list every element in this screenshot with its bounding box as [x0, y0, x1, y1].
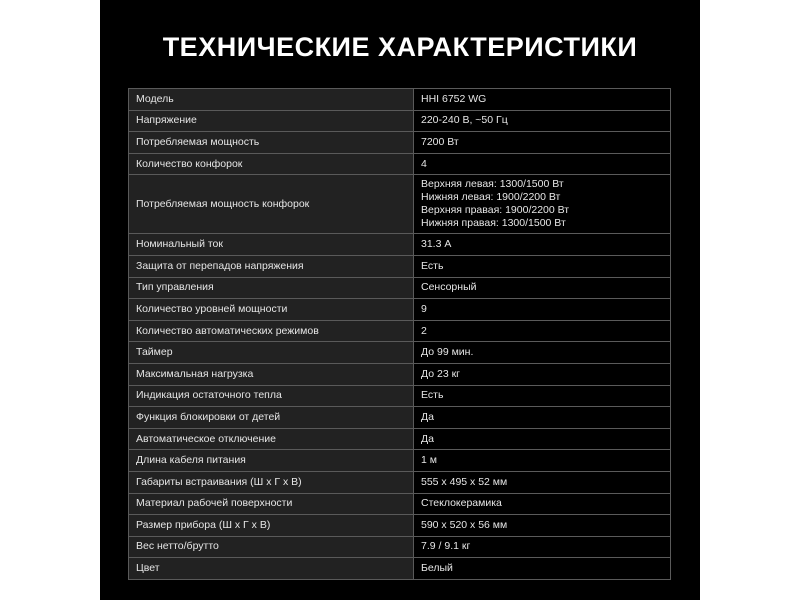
table-row — [129, 110, 671, 132]
spec-name: Длина кабеля питания — [129, 450, 414, 472]
spec-name: Цвет — [129, 558, 414, 580]
table-row — [129, 471, 671, 493]
spec-name: Количество конфорок — [129, 153, 414, 175]
spec-name: Защита от перепадов напряжения — [129, 255, 414, 277]
table-row — [129, 407, 671, 429]
spec-value: 9 — [414, 299, 671, 321]
spec-value: До 99 мин. — [414, 342, 671, 364]
spec-name: Количество уровней мощности — [129, 299, 414, 321]
spec-value-multiline — [414, 175, 671, 234]
spec-name: Максимальная нагрузка — [129, 363, 414, 385]
table-row — [129, 299, 671, 321]
table-row — [129, 320, 671, 342]
spec-value: Белый — [414, 558, 671, 580]
table-row — [129, 385, 671, 407]
table-row — [129, 450, 671, 472]
burner-power-line: Нижняя левая: 1900/2200 Вт — [421, 191, 561, 204]
spec-value: 31.3 А — [414, 234, 671, 256]
spec-value: Да — [414, 428, 671, 450]
spec-value: 220-240 В, ~50 Гц — [414, 110, 671, 132]
spec-value: 2 — [414, 320, 671, 342]
spec-value: Есть — [414, 385, 671, 407]
spec-name: Габариты встраивания (Ш х Г х В) — [129, 471, 414, 493]
page-title: ТЕХНИЧЕСКИЕ ХАРАКТЕРИСТИКИ — [162, 32, 638, 62]
spec-name: Номинальный ток — [129, 234, 414, 256]
spec-name: Индикация остаточного тепла — [129, 385, 414, 407]
spec-value: Да — [414, 407, 671, 429]
table-row — [129, 175, 671, 234]
table-row — [129, 536, 671, 558]
table-row — [129, 277, 671, 299]
spec-value: 4 — [414, 153, 671, 175]
table-row — [129, 234, 671, 256]
table-row — [129, 515, 671, 537]
spec-name: Потребляемая мощность конфорок — [129, 175, 414, 234]
table-row — [129, 363, 671, 385]
spec-value: 555 х 495 х 52 мм — [414, 471, 671, 493]
table-row — [129, 493, 671, 515]
table-row — [129, 153, 671, 175]
table-row — [129, 89, 671, 111]
spec-value: 590 х 520 х 56 мм — [414, 515, 671, 537]
spec-name: Тип управления — [129, 277, 414, 299]
spec-value: Сенсорный — [414, 277, 671, 299]
spec-name: Функция блокировки от детей — [129, 407, 414, 429]
table-row — [129, 428, 671, 450]
spec-value: 7.9 / 9.1 кг — [414, 536, 671, 558]
spec-value: 7200 Вт — [414, 132, 671, 154]
spec-name: Потребляемая мощность — [129, 132, 414, 154]
spec-name: Модель — [129, 89, 414, 111]
spec-value: HHI 6752 WG — [414, 89, 671, 111]
spec-name: Материал рабочей поверхности — [129, 493, 414, 515]
spec-table — [128, 88, 671, 580]
spec-value: Есть — [414, 255, 671, 277]
table-row — [129, 342, 671, 364]
spec-value: До 23 кг — [414, 363, 671, 385]
spec-name: Вес нетто/брутто — [129, 536, 414, 558]
table-row — [129, 132, 671, 154]
table-row — [129, 255, 671, 277]
spec-name: Количество автоматических режимов — [129, 320, 414, 342]
spec-value: 1 м — [414, 450, 671, 472]
spec-value: Стеклокерамика — [414, 493, 671, 515]
table-row — [129, 558, 671, 580]
spec-name: Напряжение — [129, 110, 414, 132]
spec-name: Таймер — [129, 342, 414, 364]
spec-name: Автоматическое отключение — [129, 428, 414, 450]
spec-name: Размер прибора (Ш х Г х В) — [129, 515, 414, 537]
burner-power-line: Верхняя левая: 1300/1500 Вт — [421, 178, 564, 191]
burner-power-line: Нижняя правая: 1300/1500 Вт — [421, 217, 566, 230]
spec-panel — [100, 0, 700, 600]
burner-power-line: Верхняя правая: 1900/2200 Вт — [421, 204, 570, 217]
